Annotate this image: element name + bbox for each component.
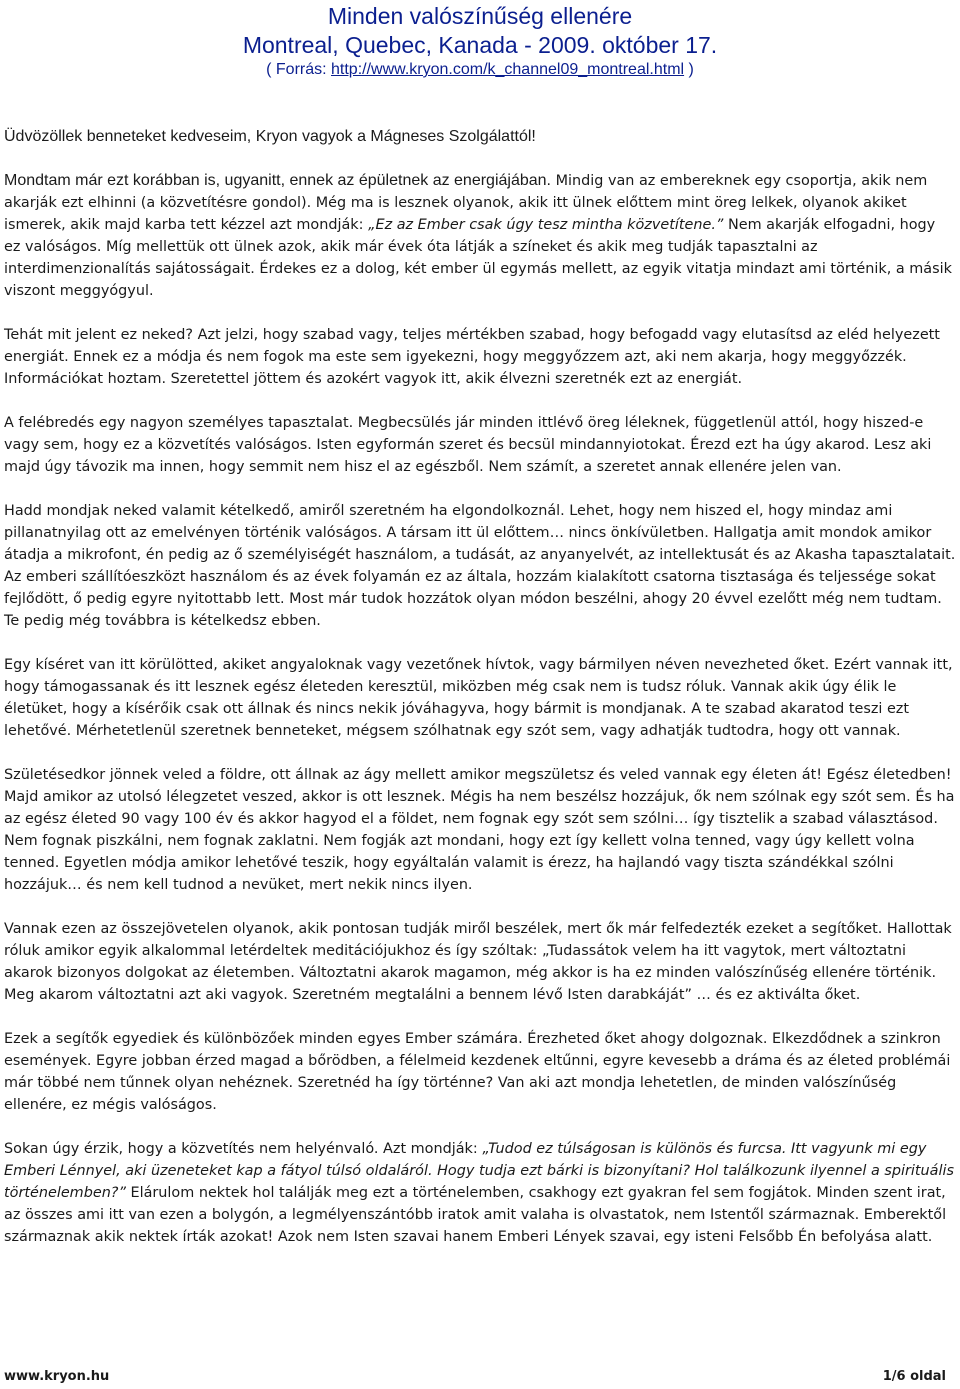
document-header — [0, 2, 960, 80]
source-suffix: ) — [684, 61, 694, 78]
paragraph-4: A felébredés egy nagyon személyes tapasztalat. Megbecsülés jár minden ittlévő öreg léleknek, függetlenül attól, hogy hiszed-e vagy sem, hogy ez a közvetítés valóságos. Isten egyformán szeret és becsül mindannyiotokat. Érezd ezt ha úgy akarod. Lesz aki majd úgy távozik ma innen, hogy semmit nem hisz el az egészből. Nem számít, a szeretet annak ellenére jelen van. — [4, 415, 932, 475]
footer-site: www.kryon.hu — [4, 1369, 110, 1384]
paragraph-10-text: Sokan úgy érzik, hogy a közvetítés nem helyénvaló. Azt mondják: — [4, 1141, 483, 1157]
source-line — [0, 60, 960, 80]
paragraph-10 — [4, 1138, 956, 1248]
paragraph-2-quote: „Ez az Ember csak úgy tesz mintha közvetítene.” — [368, 217, 724, 233]
greeting-paragraph: Üdvözöllek benneteket kedveseim, Kryon vagyok a Mágneses Szolgálattól! — [4, 128, 536, 145]
source-link[interactable]: http://www.kryon.com/k_channel09_montreal.html — [331, 61, 685, 78]
footer-page-number: 1/6 oldal — [882, 1369, 946, 1384]
page-footer — [4, 1368, 946, 1386]
paragraph-6: Egy kíséret van itt körülötted, akiket angyaloknak vagy vezetőnek hívtok, vagy bármilyen néven nevezheted őket. Ezért vannak itt, hogy támogassanak és itt lesznek egész életeden keresztül, miközben még csak nem is tudsz róluk. Vannak akik úgy élik le életüket, hogy a kísérőik csak ott állnak és nincs nekik jóváhagyva, hogy bármit is mondjanak. A te szabad akaratod teszi ezt lehetővé. Mérhetetlenül szeretnek benneteket, mégsem szólhatnak egy szót sem, vagy adhatják tudtodra, hogy ott vannak. — [4, 657, 953, 739]
document-title: Minden valószínűség ellenére — [327, 3, 633, 29]
paragraph-9: Ezek a segítők egyediek és különbözőek minden egyes Ember számára. Érezheted őket ahogy dolgoznak. Elkezdődnek a szinkron események. Egyre jobban érzed magad a bőrödben, a félelmeid kezdenek eltűnni, egyre kevesebb a dráma és az életed problémái már többé nem tűnnek olyan nehéznek. Szeretnéd ha így történne? Van aki azt mondja lehetetlen, de minden valószínűség ellenére, ez mégis valóságos. — [4, 1031, 951, 1113]
paragraph-7: Születésedkor jönnek veled a földre, ott állnak az ágy mellett amikor megszületsz és veled vannak egy életen át! Egész életedben! Majd amikor az utolsó lélegzetet veszed, akkor is ott lesznek. Mégis ha nem beszélsz hozzájuk, ők nem szólnak egy szót sem. És ha az egész életed 90 vagy 100 év és akkor hagyod el a földet, nem fognak egy szót sem szólni… így tisztelik a szabad választásod. Nem fognak piszkálni, nem fognak zaklatni. Nem fogják azt mondani, hogy ezt így kellett volna tenned, vagy úgy kellett volna tenned. Egyetlen módja amikor lehetővé teszik, hogy egyáltalán valamit is érezz, ha hajlandó vagy tiszta szándékkal szólni hozzájuk… és nem kell tudnod a nevüket, mert nekik nincs ilyen. — [4, 767, 955, 893]
paragraph-8: Vannak ezen az összejövetelen olyanok, akik pontosan tudják miről beszélek, mert ők már felfedezték ezeket a segítőket. Hallottak róluk amikor egyik alkalommal letérdeltek meditációjukhoz és így szóltak: „Tudassátok velem ha itt vagytok, mert változtatni akarok bizonyos dolgokat az életemben. Változtatni akarok magamon, még akkor is ha ez minden valószínűség ellenére történik. Meg akarom változtatni azt aki vagyok. Szeretném megtalálni a bennem lévő Isten darabkáját” … és ez aktiválta őket. — [4, 921, 952, 1003]
paragraph-2-intro: Mondtam már ezt korábban is, ugyanitt, ennek az épületnek az energiájában. — [4, 172, 551, 189]
document-body — [4, 126, 956, 1270]
paragraph-2-rest: Nem akarják elfogadni, hogy ez valóságos. Míg mellettük ott ülnek azok, akik már évek óta látják a színeket és akik meg tudják tapasztalni az interdimenzionalítás sajátosságait. Érdekes ez a dolog, két ember ül egymás mellett, az egyik vitatja mindazt ami történik, a másik viszont meggyógyul. — [4, 217, 952, 299]
paragraph-5: Hadd mondjak neked valamit kételkedő, amiről szeretném ha elgondolkoznál. Lehet, hogy nem hiszed el, hogy mindaz ami pillanatnyilag ott az emelvényen történik valóságos. A társam itt ül előttem… nincs önkívületben. Hallgatja amit mondok amikor átadja a mikrofont, én pedig az ő személyiségét használom, a tudását, az anyanyelvét, az intellektusát és az Akasha tapasztalatait. Az emberi szállítóeszközt használom és az évek folyamán ez az általa, hozzám kialakított csatorna tisztasága és teljessége sokat fejlődött, ő pedig egyre nyitottabb lett. Most már tudok hozzátok olyan módon beszélni, ahogy 20 évvel ezelőtt még nem tudtam. Te pedig még továbbra is kételkedsz ebben. — [4, 503, 956, 629]
paragraph-2-text: Mindig van az embereknek egy csoportja, akik nem akarják ezt elhinni (a közvetítésre gondol). Még ma is lesznek olyanok, akik itt ülnek előttem mint öreg lelkek, olyanok akiket ismerek, akik majd karba tett kézzel azt mondják: — [4, 173, 928, 233]
paragraph-10-quote: „Tudod ez túlságosan is különös és furcsa. Itt vagyunk mi egy Emberi Lénnyel, aki üzeneteket kap a fátyol túlsó oldaláról. Hogy tudja ezt bárki is bizonyítani? Hol találkozunk ilyennel a spirituális történelemben?” — [4, 1141, 954, 1201]
document-subtitle: Montreal, Quebec, Kanada - 2009. október 17. — [242, 32, 718, 58]
paragraph-2 — [4, 170, 956, 302]
paragraph-3: Tehát mit jelent ez neked? Azt jelzi, hogy szabad vagy, teljes mértékben szabad, hogy befogadd vagy elutasítsd az eléd helyezett energiát. Ennek ez a módja és nem fogok ma este sem igyekezni, hogy meggyőzzem azt, aki nem akarja, hogy meggyőzzék. Információkat hoztam. Szeretettel jöttem és azokért vagyok itt, akik élvezni szeretnék ezt az energiát. — [4, 327, 940, 387]
source-prefix: ( Forrás: — [266, 61, 332, 78]
paragraph-10-rest: Elárulom nektek hol találják meg ezt a történelemben, csakhogy ezt gyakran fel sem fogjátok. Minden szent irat, az összes ami itt van ezen a bolygón, a legmélyenszántóbb iratok amit valaha is olvastatok, nem Istentől származnak. Emberektől származnak akik nektek írták azokat! Azok nem Isten szavai hanem Emberi Lények szavai, egy isteni Felsőbb Én befolyása alatt. — [4, 1185, 947, 1245]
